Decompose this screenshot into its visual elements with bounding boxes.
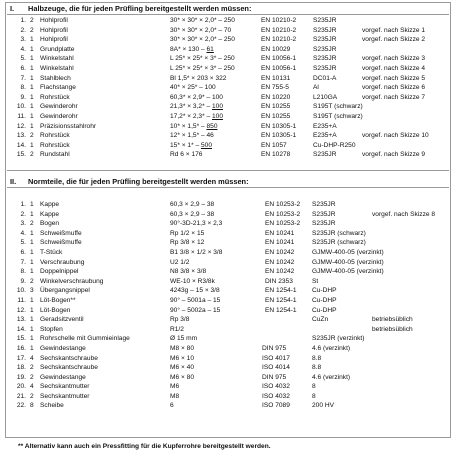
row-dimensions [170, 64, 235, 74]
row-position: 11. [17, 296, 26, 304]
row-material: S235JR [312, 201, 336, 208]
row-standard: EN 1254-1 [265, 287, 297, 295]
table-row [0, 210, 458, 220]
row-standard: EN 10241 [265, 229, 295, 237]
row-dimensions [170, 141, 212, 151]
row-quantity: 2 [30, 373, 34, 381]
row-dimensions [170, 102, 223, 112]
row-iso-din: ISO 4032 [262, 392, 290, 400]
row-dimensions: 60,3 × 2,9 – 38 [170, 201, 215, 208]
row-designation: Rohrstück [40, 93, 70, 101]
row-dimensions [170, 26, 231, 36]
row-dimensions-length: 100 [211, 112, 223, 120]
row-quantity: 1 [30, 335, 34, 343]
row-dimensions [170, 150, 202, 160]
table-row [0, 93, 458, 103]
row-iso-din: ISO 4017 [262, 354, 290, 362]
row-position: 15. [16, 151, 26, 159]
table-row [0, 248, 458, 258]
row-dimensions-text: 30* × 30* × 2,0* – 250 [170, 36, 235, 44]
row-material: S235JR [313, 151, 337, 159]
row-quantity: 1 [30, 344, 34, 352]
row-dimensions [170, 45, 214, 55]
row-position: 12. [16, 122, 26, 130]
row-material: Cu-DHP [312, 306, 337, 314]
row-note: vorgef. nach Skizze 5 [362, 74, 426, 82]
row-dimensions [170, 74, 226, 84]
footnote: ** Alternativ kann auch ein Pressfitting für die Kupferrohre bereitgestellt werden. [18, 443, 271, 450]
row-standard: EN 10056-1 [261, 55, 297, 63]
row-designation: Kappe [40, 210, 60, 218]
section1-table [0, 16, 458, 160]
row-position: 1. [20, 201, 26, 208]
row-designation: Rundstahl [40, 151, 70, 159]
row-note: vorgef. nach Skizze 4 [362, 64, 426, 72]
row-position: 13. [16, 132, 26, 140]
row-dimensions-text: 10* × 1,5* – [170, 122, 207, 130]
row-dimensions-text: 12* × 1,5* – 46 [170, 132, 214, 140]
table-row [0, 267, 458, 277]
row-position: 5. [20, 55, 26, 63]
row-dimensions-text: 17,2* × 2,3* – [170, 112, 212, 120]
row-quantity: 1 [30, 122, 34, 130]
row-designation: Hohlprofil [40, 36, 68, 44]
row-material: S235JR [312, 220, 336, 228]
row-position: 22. [16, 402, 26, 410]
row-standard: EN 10253-2 [265, 201, 301, 208]
row-note: vorgef. nach Skizze 9 [362, 151, 426, 159]
row-quantity: 1 [30, 306, 34, 314]
row-material: S235JR (schwarz) [312, 229, 366, 237]
row-dimensions: 60,3 × 2,9 – 38 [170, 210, 215, 218]
row-position: 21. [16, 392, 26, 400]
row-material: S195T (schwarz) [313, 112, 363, 120]
row-material: Cu-DHP-R250 [313, 141, 356, 149]
section2-heading [10, 177, 249, 186]
row-standard: EN 10056-1 [261, 64, 297, 72]
row-dimensions-text: Bl 1,5* × 203 × 322 [170, 74, 227, 82]
row-quantity: 1 [30, 93, 34, 101]
row-designation: Übergangsnippel [40, 287, 90, 295]
section2-rule [7, 187, 449, 188]
row-designation: Doppelnippel [40, 268, 79, 276]
row-standard: EN 10278 [261, 151, 291, 159]
row-position: 3. [20, 36, 26, 44]
row-dimensions: M6 [170, 383, 180, 391]
row-position: 3. [20, 220, 26, 228]
table-row [0, 150, 458, 160]
row-designation: Sechskantschraube [40, 354, 98, 362]
table-row [0, 325, 458, 335]
row-dimensions-text: 60,3* × 2,9* – 100 [170, 93, 223, 101]
row-designation: Winkelstahl [40, 64, 74, 72]
row-dimensions [170, 54, 235, 64]
row-quantity: 1 [30, 36, 34, 44]
table-row [0, 112, 458, 122]
table-row [0, 35, 458, 45]
row-standard: DIN 2353 [265, 277, 293, 285]
row-designation: Schweißmuffe [40, 229, 82, 237]
table-row [0, 392, 458, 402]
row-material: S235JR [313, 55, 337, 63]
row-designation: Kappe [40, 201, 60, 208]
table-row [0, 238, 458, 248]
table-row [0, 344, 458, 354]
row-quantity: 3 [30, 287, 34, 295]
row-dimensions-length: 61 [206, 45, 214, 53]
row-standard: EN 10210-2 [261, 36, 297, 44]
row-position: 9. [20, 277, 26, 285]
row-note: vorgef. nach Skizze 10 [362, 132, 429, 140]
row-material: St [312, 277, 319, 285]
row-position: 11. [17, 112, 26, 120]
table-row [0, 200, 458, 210]
row-quantity: 1 [30, 258, 34, 266]
table-row [0, 354, 458, 364]
row-designation: Stahlblech [40, 74, 71, 82]
section-divider [7, 170, 449, 171]
row-standard: EN 10253-2 [265, 210, 301, 218]
row-designation: T-Stück [40, 248, 63, 256]
row-dimensions [170, 83, 216, 93]
table-row [0, 219, 458, 229]
row-position: 6. [20, 248, 26, 256]
row-material: S235JR [313, 26, 337, 34]
row-designation: Hohlprofil [40, 17, 68, 24]
row-material: 8 [312, 383, 316, 391]
row-quantity: 8 [30, 402, 34, 410]
row-quantity: 1 [30, 55, 34, 63]
row-dimensions: Rp 1/2 × 15 [170, 229, 205, 237]
row-standard: EN 10305-1 [261, 122, 297, 130]
row-dimensions [170, 93, 223, 103]
row-dimensions: 90° – 5002a – 15 [170, 306, 221, 314]
row-standard: EN 1254-1 [265, 306, 297, 314]
row-quantity: 2 [30, 392, 34, 400]
row-designation: Flachstange [40, 84, 76, 92]
row-dimensions: 4243g – 15 × 3/8 [170, 287, 220, 295]
row-quantity: 2 [30, 17, 34, 24]
table-row [0, 74, 458, 84]
table-row [0, 382, 458, 392]
row-note: betriebsüblich [372, 316, 413, 324]
row-dimensions: Rp 3/8 [170, 316, 190, 324]
row-dimensions: M6 × 40 [170, 364, 195, 372]
row-material: L210GA [313, 93, 338, 101]
row-dimensions: Rp 3/8 × 12 [170, 239, 205, 247]
row-quantity: 2 [30, 364, 34, 372]
table-row [0, 26, 458, 36]
row-designation: Sechskantschraube [40, 364, 98, 372]
row-material: 8.8 [312, 364, 322, 372]
row-dimensions: M6 × 10 [170, 354, 195, 362]
row-standard: EN 10242 [265, 258, 295, 266]
row-dimensions-text: 15* × 1* – [170, 141, 201, 149]
row-position: 6. [20, 64, 26, 72]
row-position: 2. [20, 210, 26, 218]
table-row [0, 64, 458, 74]
row-iso-din: ISO 7089 [262, 402, 290, 410]
row-quantity: 4 [30, 383, 34, 391]
row-position: 10. [16, 287, 26, 295]
row-standard: EN 10242 [265, 248, 295, 256]
section1-heading [10, 4, 251, 13]
row-dimensions: M8 × 80 [170, 344, 195, 352]
row-quantity: 1 [30, 141, 34, 149]
row-quantity: 1 [30, 268, 34, 276]
row-dimensions: U2 1/2 [170, 258, 190, 266]
row-material: E235+A [313, 122, 337, 130]
row-position: 9. [20, 93, 26, 101]
row-designation: Rohrschelle mit Gummieinlage [40, 335, 130, 343]
row-quantity: 2 [30, 220, 34, 228]
row-dimensions: M6 × 80 [170, 373, 195, 381]
row-note: vorgef. nach Skizze 2 [362, 36, 426, 44]
table-row [0, 277, 458, 287]
row-position: 12. [16, 306, 26, 314]
row-designation: Gewinderohr [40, 103, 78, 111]
row-designation: Löt-Bogen** [40, 296, 76, 304]
row-quantity: 1 [30, 239, 34, 247]
row-standard: EN 10242 [265, 268, 295, 276]
row-dimensions [170, 112, 223, 122]
row-material: DC01-A [313, 74, 337, 82]
row-iso-din: ISO 4014 [262, 364, 290, 372]
row-position: 1. [20, 17, 26, 24]
row-quantity: 2 [30, 26, 34, 34]
row-dimensions-text: Rd 6 × 176 [170, 151, 203, 159]
row-material: S195T (schwarz) [313, 103, 363, 111]
row-quantity: 1 [30, 45, 34, 53]
section1-rule [7, 14, 449, 15]
row-quantity: 1 [30, 201, 34, 208]
row-position: 17. [16, 354, 26, 362]
row-position: 2. [20, 26, 26, 34]
row-position: 15. [16, 335, 26, 343]
row-quantity: 2 [30, 151, 34, 159]
row-position: 16. [16, 344, 26, 352]
row-standard: EN 10305-1 [261, 132, 297, 140]
row-dimensions-text: L 25* × 25* × 3* – 250 [170, 64, 235, 72]
row-designation: Präzisionsstahlrohr [40, 122, 97, 130]
table-row [0, 45, 458, 55]
table-row [0, 258, 458, 268]
row-material: 8.8 [312, 354, 322, 362]
row-standard: EN 10255 [261, 103, 291, 111]
table-row [0, 306, 458, 316]
row-material: E235+A [313, 132, 337, 140]
row-position: 4. [20, 229, 26, 237]
row-designation: Geradsitzventil [40, 316, 84, 324]
row-standard: EN 755-5 [261, 84, 289, 92]
row-dimensions: N8 3/8 × 3/8 [170, 268, 207, 276]
row-material: S235JR (verzinkt) [312, 335, 365, 343]
row-dimensions: 90° – 5001a – 15 [170, 296, 221, 304]
row-quantity: 1 [30, 112, 34, 120]
section2-number: II. [10, 177, 17, 186]
row-position: 8. [20, 268, 26, 276]
row-standard: EN 10131 [261, 74, 291, 82]
row-material: S235JR [312, 210, 336, 218]
row-position: 13. [16, 316, 26, 324]
row-material: Cu-DHP [312, 287, 337, 295]
row-quantity: 1 [30, 210, 34, 218]
table-row [0, 229, 458, 239]
row-dimensions: 90°-3D-21,3 × 2,3 [170, 220, 223, 228]
row-designation: Rohrstück [40, 132, 70, 140]
row-material: GJMW-400-05 (verzinkt) [312, 268, 384, 276]
row-dimensions: M8 [170, 392, 180, 400]
table-row [0, 286, 458, 296]
row-material: S235JR [313, 45, 337, 53]
row-dimensions-length: 500 [200, 141, 212, 149]
row-dimensions-text: L 25* × 25* × 3* – 250 [170, 55, 235, 63]
row-dimensions-text: 8A* × 130 – [170, 45, 207, 53]
row-designation: Grundplatte [40, 45, 75, 53]
row-note: vorgef. nach Skizze 3 [362, 55, 426, 63]
row-material: GJMW-400-05 (verzinkt) [312, 248, 384, 256]
row-position: 7. [20, 258, 26, 266]
row-designation: Gewinderohr [40, 112, 78, 120]
table-row [0, 54, 458, 64]
row-iso-din: DIN 975 [262, 373, 287, 381]
row-designation: Winkelstahl [40, 55, 74, 63]
row-quantity: 2 [30, 277, 34, 285]
row-position: 14. [16, 141, 26, 149]
row-designation: Hohlprofil [40, 26, 68, 34]
row-standard: EN 10253-2 [265, 220, 301, 228]
row-designation: Scheibe [40, 402, 64, 410]
row-designation: Gewindestange [40, 344, 86, 352]
row-quantity: 1 [30, 248, 34, 256]
row-standard: EN 10255 [261, 112, 291, 120]
row-material: 200 HV [312, 402, 334, 410]
row-designation: Stopfen [40, 325, 63, 333]
row-material: 4.6 (verzinkt) [312, 344, 351, 352]
row-note: vorgef. nach Skizze 8 [372, 210, 436, 218]
table-row [0, 102, 458, 112]
row-note: vorgef. nach Skizze 6 [362, 84, 426, 92]
row-quantity: 2 [30, 132, 34, 140]
row-dimensions: WE-10 × R3/8k [170, 277, 215, 285]
row-quantity: 1 [30, 84, 34, 92]
row-material: S235JR [313, 64, 337, 72]
row-designation: Gewindestange [40, 373, 86, 381]
row-quantity: 1 [30, 103, 34, 111]
row-quantity: 1 [30, 74, 34, 82]
row-dimensions-text: 30* × 30* × 2,0* – 70 [170, 26, 232, 34]
section1-number: I. [10, 4, 15, 13]
row-quantity: 1 [30, 296, 34, 304]
row-position: 18. [16, 364, 26, 372]
row-designation: Löt-Bogen [40, 306, 71, 314]
table-row [0, 334, 458, 344]
row-designation: Sechskantmutter [40, 392, 90, 400]
row-material: Al [313, 84, 319, 92]
table-row [0, 373, 458, 383]
row-position: 20. [16, 383, 26, 391]
row-dimensions-length: 100 [211, 103, 223, 111]
row-material: 8 [312, 392, 316, 400]
row-quantity: 1 [30, 64, 34, 72]
row-standard: EN 1254-1 [265, 296, 297, 304]
row-material: S235JR [313, 36, 337, 44]
table-row [0, 122, 458, 132]
row-dimensions-length: 850 [206, 122, 218, 130]
row-quantity: 4 [30, 354, 34, 362]
table-row [0, 83, 458, 93]
row-position: 7. [20, 74, 26, 82]
row-dimensions [170, 35, 235, 45]
row-standard: EN 10220 [261, 93, 291, 101]
row-position: 4. [20, 45, 26, 53]
row-designation: Winkelverschraubung [40, 277, 104, 285]
row-designation: Schweißmuffe [40, 239, 82, 247]
row-iso-din: ISO 4032 [262, 383, 290, 391]
row-position: 10. [16, 103, 26, 111]
row-designation: Verschraubung [40, 258, 85, 266]
row-standard: EN 10210-2 [261, 26, 297, 34]
row-note: vorgef. nach Skizze 7 [362, 93, 426, 101]
row-quantity: 1 [30, 325, 34, 333]
table-row [0, 16, 458, 26]
row-quantity: 1 [30, 316, 34, 324]
row-designation: Rohrstück [40, 141, 70, 149]
row-material: Cu-DHP [312, 296, 337, 304]
table-row [0, 363, 458, 373]
row-dimensions [170, 122, 218, 132]
table-row [0, 401, 458, 411]
row-dimensions [170, 131, 214, 141]
row-dimensions: B1 3/8 × 1/2 × 3/8 [170, 248, 223, 256]
row-quantity: 1 [30, 229, 34, 237]
table-row [0, 141, 458, 151]
row-position: 14. [16, 325, 26, 333]
row-material: S235JR (schwarz) [312, 239, 366, 247]
row-dimensions: Ø 15 mm [170, 335, 198, 343]
row-dimensions: R1/2 [170, 325, 184, 333]
section2-table [0, 200, 458, 411]
table-row [0, 296, 458, 306]
row-position: 5. [20, 239, 26, 247]
row-iso-din: DIN 975 [262, 344, 287, 352]
row-material: GJMW-400-05 (verzinkt) [312, 258, 384, 266]
row-standard: EN 1057 [261, 141, 287, 149]
row-dimensions-text: 21,3* × 3,2* – [170, 103, 212, 111]
row-standard: EN 10241 [265, 239, 295, 247]
row-material: S235JR [313, 17, 337, 24]
row-designation: Sechskantmutter [40, 383, 90, 391]
row-position: 19. [16, 373, 26, 381]
row-dimensions [170, 16, 235, 26]
row-material: 4.6 (verzinkt) [312, 373, 351, 381]
row-dimensions-text: 40* × 25* – 100 [170, 84, 216, 92]
row-note: vorgef. nach Skizze 1 [362, 26, 426, 34]
table-row [0, 131, 458, 141]
row-dimensions-text: 30* × 30* × 2,0* – 250 [170, 17, 235, 24]
row-standard: EN 10210-2 [261, 17, 297, 24]
row-dimensions: 6 [170, 402, 174, 410]
row-material: CuZn [312, 316, 329, 324]
row-standard: EN 10029 [261, 45, 291, 53]
table-row [0, 315, 458, 325]
section2-title: Normteile, die für jeden Prüfling bereitgestellt werden müssen: [28, 177, 249, 186]
section1-title: Halbzeuge, die für jeden Prüfling bereitgestellt werden müssen: [28, 4, 252, 13]
row-designation: Bogen [40, 220, 60, 228]
row-position: 8. [20, 84, 26, 92]
row-note: betriebsüblich [372, 325, 413, 333]
